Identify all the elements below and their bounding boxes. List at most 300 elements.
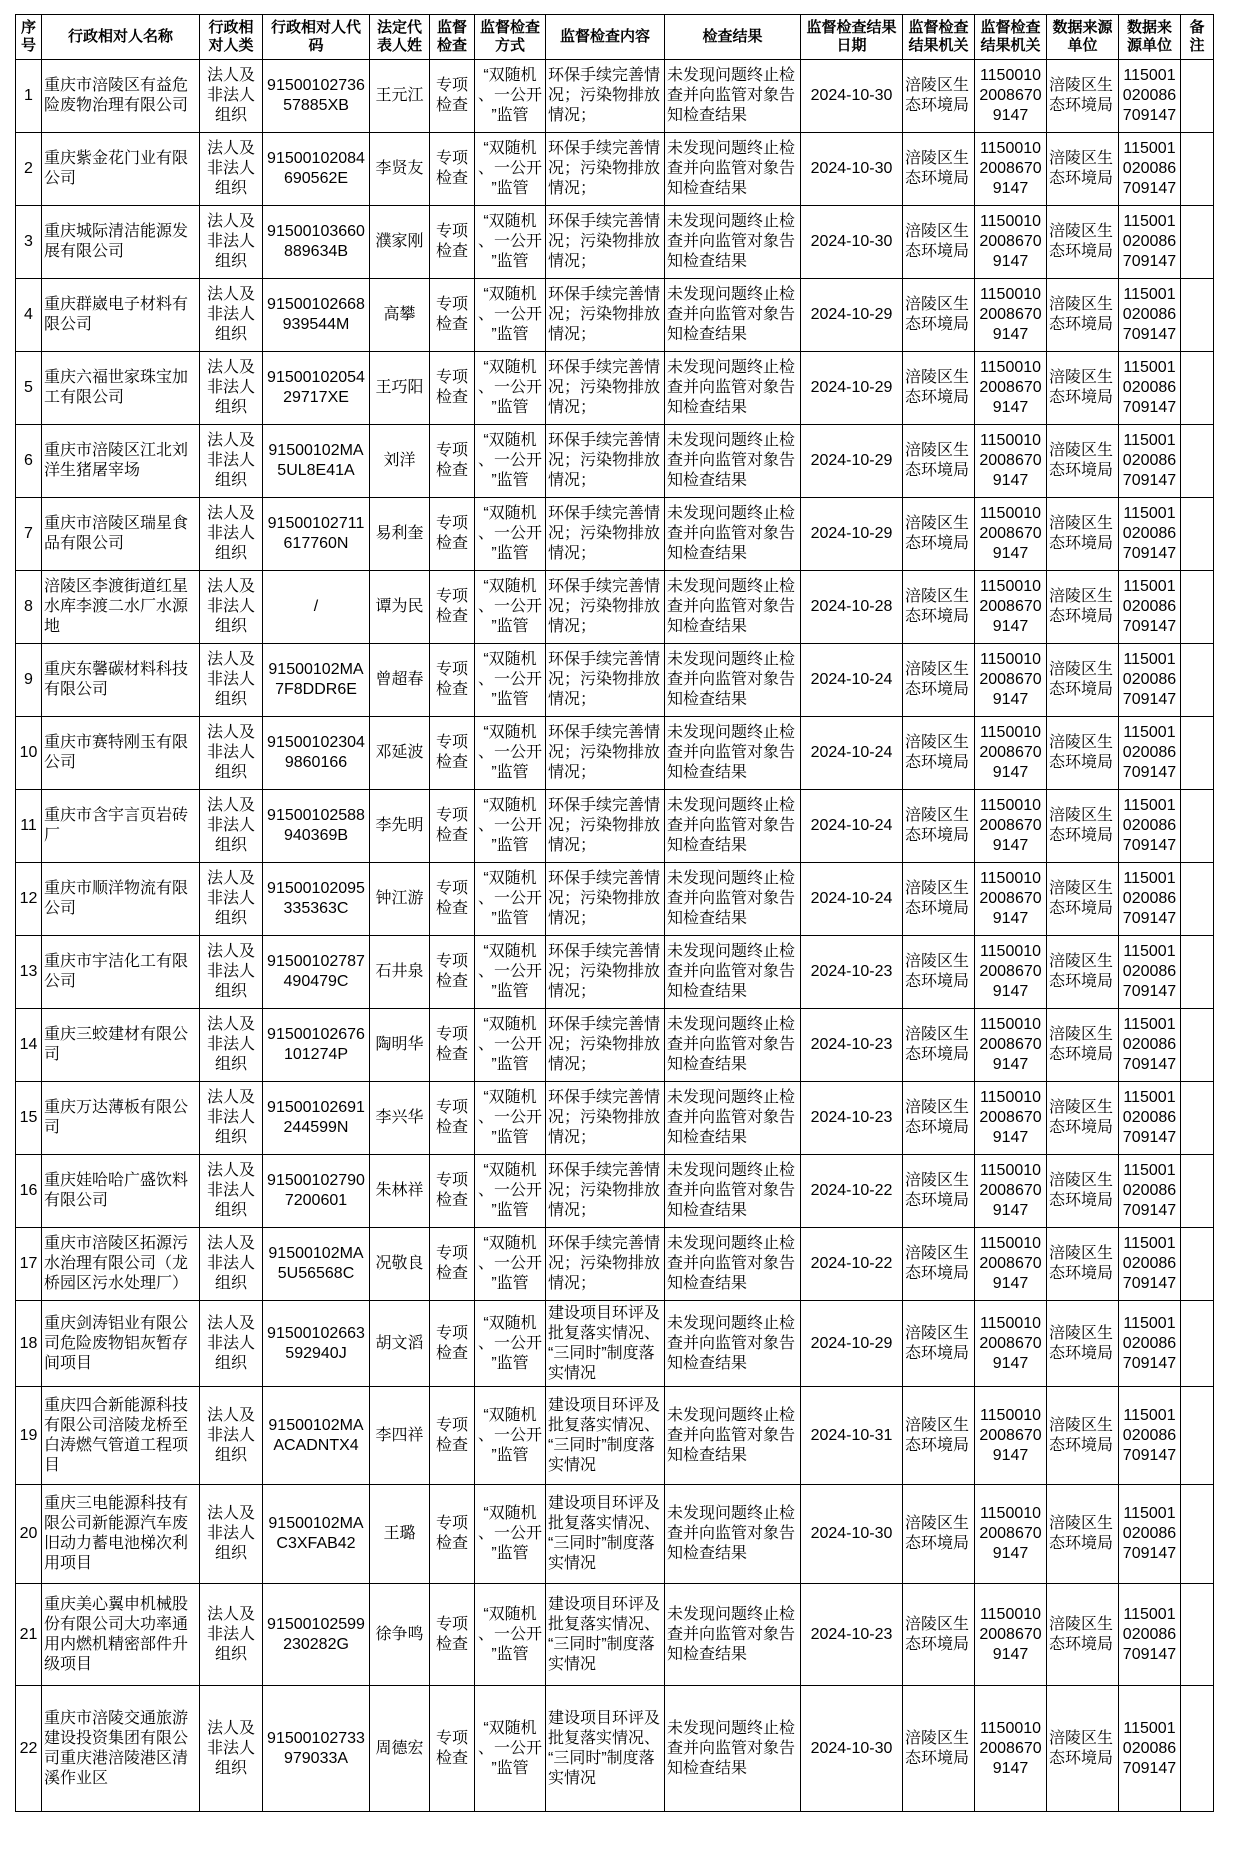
cell-name: 重庆紫金花门业有限公司 bbox=[42, 133, 200, 206]
cell-content: 环保手续完善情况；污染物排放情况； bbox=[546, 863, 665, 936]
cell-source: 涪陵区生态环境局 bbox=[1047, 1228, 1119, 1301]
cell-result: 未发现问题终止检查并向监管对象告知检查结果 bbox=[665, 717, 801, 790]
cell-no: 20 bbox=[16, 1485, 42, 1584]
cell-code: 9150010205429717XE bbox=[263, 352, 370, 425]
cell-agency-code: 115001020086709147 bbox=[975, 1485, 1047, 1584]
cell-method: “双随机、一公开”监管 bbox=[475, 1228, 546, 1301]
cell-rep: 邓延波 bbox=[370, 717, 430, 790]
cell-note bbox=[1181, 206, 1214, 279]
cell-date: 2024-10-30 bbox=[801, 1686, 903, 1812]
header-source-code: 数据来源单位 bbox=[1119, 15, 1181, 60]
cell-agency: 涪陵区生态环境局 bbox=[903, 1485, 975, 1584]
cell-no: 22 bbox=[16, 1686, 42, 1812]
cell-source-code: 115001020086709147 bbox=[1119, 425, 1181, 498]
cell-agency-code: 115001020086709147 bbox=[975, 863, 1047, 936]
cell-check: 专项检查 bbox=[430, 279, 475, 352]
cell-no: 16 bbox=[16, 1155, 42, 1228]
cell-code: 91500103660889634B bbox=[263, 206, 370, 279]
cell-no: 6 bbox=[16, 425, 42, 498]
cell-date: 2024-10-23 bbox=[801, 936, 903, 1009]
cell-source: 涪陵区生态环境局 bbox=[1047, 863, 1119, 936]
cell-code: 91500102668939544M bbox=[263, 279, 370, 352]
cell-content: 环保手续完善情况；污染物排放情况； bbox=[546, 790, 665, 863]
cell-agency: 涪陵区生态环境局 bbox=[903, 644, 975, 717]
cell-note bbox=[1181, 1485, 1214, 1584]
cell-name: 重庆剑涛铝业有限公司危险废物铝灰暂存间项目 bbox=[42, 1301, 200, 1387]
cell-agency-code: 115001020086709147 bbox=[975, 1686, 1047, 1812]
cell-code: 915001027907200601 bbox=[263, 1155, 370, 1228]
table-row bbox=[16, 60, 1214, 133]
cell-source: 涪陵区生态环境局 bbox=[1047, 1686, 1119, 1812]
cell-code: 91500102084690562E bbox=[263, 133, 370, 206]
cell-code: 91500102MA7F8DDR6E bbox=[263, 644, 370, 717]
header-agency: 监督检查结果机关 bbox=[903, 15, 975, 60]
cell-name: 重庆三电能源科技有限公司新能源汽车废旧动力蓄电池梯次利用项目 bbox=[42, 1485, 200, 1584]
table-row bbox=[16, 1155, 1214, 1228]
cell-source: 涪陵区生态环境局 bbox=[1047, 279, 1119, 352]
cell-source: 涪陵区生态环境局 bbox=[1047, 133, 1119, 206]
cell-no: 7 bbox=[16, 498, 42, 571]
cell-source: 涪陵区生态环境局 bbox=[1047, 498, 1119, 571]
cell-date: 2024-10-28 bbox=[801, 571, 903, 644]
cell-date: 2024-10-23 bbox=[801, 1009, 903, 1082]
cell-agency-code: 115001020086709147 bbox=[975, 571, 1047, 644]
cell-rep: 王巧阳 bbox=[370, 352, 430, 425]
cell-result: 未发现问题终止检查并向监管对象告知检查结果 bbox=[665, 498, 801, 571]
cell-type: 法人及非法人组织 bbox=[200, 644, 263, 717]
cell-date: 2024-10-24 bbox=[801, 863, 903, 936]
cell-method: “双随机、一公开”监管 bbox=[475, 133, 546, 206]
cell-method: “双随机、一公开”监管 bbox=[475, 1301, 546, 1387]
cell-rep: 刘洋 bbox=[370, 425, 430, 498]
cell-type: 法人及非法人组织 bbox=[200, 425, 263, 498]
cell-code: 91500102MA5U56568C bbox=[263, 1228, 370, 1301]
cell-check: 专项检查 bbox=[430, 133, 475, 206]
cell-check: 专项检查 bbox=[430, 644, 475, 717]
cell-date: 2024-10-24 bbox=[801, 717, 903, 790]
cell-date: 2024-10-29 bbox=[801, 352, 903, 425]
header-row bbox=[16, 15, 1214, 60]
header-code: 行政相对人代码 bbox=[263, 15, 370, 60]
cell-note bbox=[1181, 1584, 1214, 1686]
cell-check: 专项检查 bbox=[430, 1387, 475, 1485]
cell-no: 5 bbox=[16, 352, 42, 425]
cell-agency: 涪陵区生态环境局 bbox=[903, 425, 975, 498]
cell-content: 建设项目环评及批复落实情况、“三同时”制度落实情况 bbox=[546, 1584, 665, 1686]
cell-code: 91500102711617760N bbox=[263, 498, 370, 571]
cell-agency-code: 115001020086709147 bbox=[975, 1009, 1047, 1082]
cell-agency-code: 115001020086709147 bbox=[975, 498, 1047, 571]
cell-agency: 涪陵区生态环境局 bbox=[903, 1009, 975, 1082]
header-note: 备注 bbox=[1181, 15, 1214, 60]
cell-agency-code: 115001020086709147 bbox=[975, 1082, 1047, 1155]
table-row bbox=[16, 717, 1214, 790]
cell-agency-code: 115001020086709147 bbox=[975, 1301, 1047, 1387]
cell-date: 2024-10-30 bbox=[801, 133, 903, 206]
cell-check: 专项检查 bbox=[430, 425, 475, 498]
cell-name: 重庆市涪陵区江北刘洋生猪屠宰场 bbox=[42, 425, 200, 498]
cell-check: 专项检查 bbox=[430, 571, 475, 644]
header-result: 检查结果 bbox=[665, 15, 801, 60]
cell-agency: 涪陵区生态环境局 bbox=[903, 1387, 975, 1485]
cell-check: 专项检查 bbox=[430, 206, 475, 279]
cell-method: “双随机、一公开”监管 bbox=[475, 1387, 546, 1485]
cell-source: 涪陵区生态环境局 bbox=[1047, 936, 1119, 1009]
cell-content: 环保手续完善情况；污染物排放情况； bbox=[546, 60, 665, 133]
cell-rep: 易利奎 bbox=[370, 498, 430, 571]
cell-content: 环保手续完善情况；污染物排放情况； bbox=[546, 1228, 665, 1301]
table-row bbox=[16, 1301, 1214, 1387]
cell-source: 涪陵区生态环境局 bbox=[1047, 1155, 1119, 1228]
cell-method: “双随机、一公开”监管 bbox=[475, 352, 546, 425]
cell-agency: 涪陵区生态环境局 bbox=[903, 206, 975, 279]
cell-check: 专项检查 bbox=[430, 498, 475, 571]
cell-check: 专项检查 bbox=[430, 1009, 475, 1082]
cell-type: 法人及非法人组织 bbox=[200, 1228, 263, 1301]
cell-agency: 涪陵区生态环境局 bbox=[903, 1584, 975, 1686]
cell-check: 专项检查 bbox=[430, 1301, 475, 1387]
cell-name: 重庆市顺洋物流有限公司 bbox=[42, 863, 200, 936]
cell-source-code: 115001020086709147 bbox=[1119, 1301, 1181, 1387]
cell-type: 法人及非法人组织 bbox=[200, 863, 263, 936]
cell-code: 91500102599230282G bbox=[263, 1584, 370, 1686]
header-date: 监督检查结果日期 bbox=[801, 15, 903, 60]
cell-type: 法人及非法人组织 bbox=[200, 790, 263, 863]
cell-agency: 涪陵区生态环境局 bbox=[903, 790, 975, 863]
cell-rep: 钟江游 bbox=[370, 863, 430, 936]
cell-source: 涪陵区生态环境局 bbox=[1047, 717, 1119, 790]
cell-name: 重庆市赛特刚玉有限公司 bbox=[42, 717, 200, 790]
cell-source-code: 115001020086709147 bbox=[1119, 936, 1181, 1009]
cell-rep: 李先明 bbox=[370, 790, 430, 863]
cell-code: 91500102MAACADNTX4 bbox=[263, 1387, 370, 1485]
cell-name: 重庆群崴电子材料有限公司 bbox=[42, 279, 200, 352]
cell-agency-code: 115001020086709147 bbox=[975, 352, 1047, 425]
cell-type: 法人及非法人组织 bbox=[200, 936, 263, 1009]
table-header bbox=[16, 15, 1214, 60]
cell-rep: 况敬良 bbox=[370, 1228, 430, 1301]
cell-type: 法人及非法人组织 bbox=[200, 1301, 263, 1387]
table-row bbox=[16, 425, 1214, 498]
cell-method: “双随机、一公开”监管 bbox=[475, 1155, 546, 1228]
header-content: 监督检查内容 bbox=[546, 15, 665, 60]
cell-date: 2024-10-30 bbox=[801, 206, 903, 279]
cell-source-code: 115001020086709147 bbox=[1119, 1155, 1181, 1228]
cell-note bbox=[1181, 60, 1214, 133]
cell-name: 重庆娃哈哈广盛饮料有限公司 bbox=[42, 1155, 200, 1228]
cell-rep: 李兴华 bbox=[370, 1082, 430, 1155]
cell-note bbox=[1181, 1009, 1214, 1082]
cell-type: 法人及非法人组织 bbox=[200, 1155, 263, 1228]
cell-content: 环保手续完善情况；污染物排放情况； bbox=[546, 498, 665, 571]
cell-agency-code: 115001020086709147 bbox=[975, 1155, 1047, 1228]
cell-no: 15 bbox=[16, 1082, 42, 1155]
cell-result: 未发现问题终止检查并向监管对象告知检查结果 bbox=[665, 1584, 801, 1686]
cell-source-code: 115001020086709147 bbox=[1119, 1686, 1181, 1812]
inspection-table bbox=[15, 14, 1214, 1812]
cell-rep: 李贤友 bbox=[370, 133, 430, 206]
cell-result: 未发现问题终止检查并向监管对象告知检查结果 bbox=[665, 936, 801, 1009]
cell-agency: 涪陵区生态环境局 bbox=[903, 571, 975, 644]
cell-note bbox=[1181, 133, 1214, 206]
table-row bbox=[16, 1686, 1214, 1812]
cell-code: 91500102691244599N bbox=[263, 1082, 370, 1155]
cell-note bbox=[1181, 279, 1214, 352]
cell-note bbox=[1181, 498, 1214, 571]
cell-agency-code: 115001020086709147 bbox=[975, 936, 1047, 1009]
table-row bbox=[16, 1009, 1214, 1082]
cell-rep: 谭为民 bbox=[370, 571, 430, 644]
cell-code: 91500102733979033A bbox=[263, 1686, 370, 1812]
cell-name: 重庆六福世家珠宝加工有限公司 bbox=[42, 352, 200, 425]
cell-source-code: 115001020086709147 bbox=[1119, 1228, 1181, 1301]
cell-agency: 涪陵区生态环境局 bbox=[903, 60, 975, 133]
cell-note bbox=[1181, 717, 1214, 790]
cell-agency: 涪陵区生态环境局 bbox=[903, 498, 975, 571]
cell-method: “双随机、一公开”监管 bbox=[475, 644, 546, 717]
table-row bbox=[16, 936, 1214, 1009]
cell-agency: 涪陵区生态环境局 bbox=[903, 1686, 975, 1812]
cell-type: 法人及非法人组织 bbox=[200, 279, 263, 352]
cell-type: 法人及非法人组织 bbox=[200, 571, 263, 644]
cell-name: 重庆四合新能源科技有限公司涪陵龙桥至白涛燃气管道工程项目 bbox=[42, 1387, 200, 1485]
cell-agency-code: 115001020086709147 bbox=[975, 133, 1047, 206]
cell-method: “双随机、一公开”监管 bbox=[475, 206, 546, 279]
cell-date: 2024-10-29 bbox=[801, 498, 903, 571]
cell-type: 法人及非法人组织 bbox=[200, 60, 263, 133]
cell-source-code: 115001020086709147 bbox=[1119, 1009, 1181, 1082]
cell-name: 重庆市涪陵区瑞星食品有限公司 bbox=[42, 498, 200, 571]
cell-date: 2024-10-24 bbox=[801, 644, 903, 717]
cell-result: 未发现问题终止检查并向监管对象告知检查结果 bbox=[665, 1009, 801, 1082]
cell-note bbox=[1181, 644, 1214, 717]
header-rep: 法定代表人姓 bbox=[370, 15, 430, 60]
cell-source: 涪陵区生态环境局 bbox=[1047, 1009, 1119, 1082]
cell-agency-code: 115001020086709147 bbox=[975, 1387, 1047, 1485]
header-source: 数据来源单位 bbox=[1047, 15, 1119, 60]
cell-agency-code: 115001020086709147 bbox=[975, 790, 1047, 863]
cell-rep: 濮家刚 bbox=[370, 206, 430, 279]
cell-no: 21 bbox=[16, 1584, 42, 1686]
table-row bbox=[16, 571, 1214, 644]
cell-source: 涪陵区生态环境局 bbox=[1047, 1301, 1119, 1387]
cell-result: 未发现问题终止检查并向监管对象告知检查结果 bbox=[665, 279, 801, 352]
cell-source-code: 115001020086709147 bbox=[1119, 1584, 1181, 1686]
cell-rep: 石井泉 bbox=[370, 936, 430, 1009]
cell-no: 1 bbox=[16, 60, 42, 133]
cell-check: 专项检查 bbox=[430, 936, 475, 1009]
cell-agency: 涪陵区生态环境局 bbox=[903, 1155, 975, 1228]
cell-agency: 涪陵区生态环境局 bbox=[903, 352, 975, 425]
cell-content: 环保手续完善情况；污染物排放情况； bbox=[546, 1155, 665, 1228]
cell-date: 2024-10-29 bbox=[801, 279, 903, 352]
cell-note bbox=[1181, 790, 1214, 863]
cell-type: 法人及非法人组织 bbox=[200, 1009, 263, 1082]
cell-result: 未发现问题终止检查并向监管对象告知检查结果 bbox=[665, 1301, 801, 1387]
cell-name: 重庆市涪陵区有益危险废物治理有限公司 bbox=[42, 60, 200, 133]
cell-agency-code: 115001020086709147 bbox=[975, 206, 1047, 279]
cell-content: 建设项目环评及批复落实情况、“三同时”制度落实情况 bbox=[546, 1686, 665, 1812]
cell-content: 环保手续完善情况；污染物排放情况； bbox=[546, 352, 665, 425]
cell-result: 未发现问题终止检查并向监管对象告知检查结果 bbox=[665, 60, 801, 133]
cell-check: 专项检查 bbox=[430, 1228, 475, 1301]
cell-no: 19 bbox=[16, 1387, 42, 1485]
cell-name: 重庆市涪陵区拓源污水治理有限公司（龙桥园区污水处理厂） bbox=[42, 1228, 200, 1301]
cell-name: 重庆东馨碳材料科技有限公司 bbox=[42, 644, 200, 717]
cell-source-code: 115001020086709147 bbox=[1119, 1082, 1181, 1155]
cell-result: 未发现问题终止检查并向监管对象告知检查结果 bbox=[665, 644, 801, 717]
header-no: 序号 bbox=[16, 15, 42, 60]
cell-method: “双随机、一公开”监管 bbox=[475, 936, 546, 1009]
cell-content: 环保手续完善情况；污染物排放情况； bbox=[546, 936, 665, 1009]
cell-result: 未发现问题终止检查并向监管对象告知检查结果 bbox=[665, 133, 801, 206]
cell-agency: 涪陵区生态环境局 bbox=[903, 1301, 975, 1387]
cell-rep: 陶明华 bbox=[370, 1009, 430, 1082]
cell-result: 未发现问题终止检查并向监管对象告知检查结果 bbox=[665, 1387, 801, 1485]
cell-content: 环保手续完善情况；污染物排放情况； bbox=[546, 279, 665, 352]
cell-content: 环保手续完善情况；污染物排放情况； bbox=[546, 133, 665, 206]
cell-method: “双随机、一公开”监管 bbox=[475, 279, 546, 352]
cell-source-code: 115001020086709147 bbox=[1119, 1485, 1181, 1584]
cell-source-code: 115001020086709147 bbox=[1119, 498, 1181, 571]
cell-content: 环保手续完善情况；污染物排放情况； bbox=[546, 717, 665, 790]
cell-source-code: 115001020086709147 bbox=[1119, 790, 1181, 863]
cell-type: 法人及非法人组织 bbox=[200, 1686, 263, 1812]
cell-code: 91500102095335363C bbox=[263, 863, 370, 936]
cell-result: 未发现问题终止检查并向监管对象告知检查结果 bbox=[665, 1485, 801, 1584]
cell-note bbox=[1181, 1155, 1214, 1228]
cell-code: 91500102663592940J bbox=[263, 1301, 370, 1387]
table-body bbox=[16, 60, 1214, 1812]
cell-result: 未发现问题终止检查并向监管对象告知检查结果 bbox=[665, 206, 801, 279]
cell-no: 8 bbox=[16, 571, 42, 644]
cell-source: 涪陵区生态环境局 bbox=[1047, 425, 1119, 498]
cell-type: 法人及非法人组织 bbox=[200, 133, 263, 206]
cell-content: 建设项目环评及批复落实情况、“三同时”制度落实情况 bbox=[546, 1387, 665, 1485]
table-row bbox=[16, 863, 1214, 936]
cell-agency-code: 115001020086709147 bbox=[975, 60, 1047, 133]
cell-source-code: 115001020086709147 bbox=[1119, 206, 1181, 279]
cell-name: 重庆三蛟建材有限公司 bbox=[42, 1009, 200, 1082]
cell-rep: 周德宏 bbox=[370, 1686, 430, 1812]
cell-content: 环保手续完善情况；污染物排放情况； bbox=[546, 571, 665, 644]
cell-result: 未发现问题终止检查并向监管对象告知检查结果 bbox=[665, 1155, 801, 1228]
table-row bbox=[16, 352, 1214, 425]
cell-agency-code: 115001020086709147 bbox=[975, 1584, 1047, 1686]
cell-method: “双随机、一公开”监管 bbox=[475, 1009, 546, 1082]
cell-name: 重庆市含宇言页岩砖厂 bbox=[42, 790, 200, 863]
cell-type: 法人及非法人组织 bbox=[200, 1082, 263, 1155]
cell-source: 涪陵区生态环境局 bbox=[1047, 790, 1119, 863]
cell-result: 未发现问题终止检查并向监管对象告知检查结果 bbox=[665, 1228, 801, 1301]
cell-source-code: 115001020086709147 bbox=[1119, 60, 1181, 133]
cell-method: “双随机、一公开”监管 bbox=[475, 717, 546, 790]
cell-code: 915001023049860166 bbox=[263, 717, 370, 790]
cell-no: 11 bbox=[16, 790, 42, 863]
cell-date: 2024-10-31 bbox=[801, 1387, 903, 1485]
cell-note bbox=[1181, 425, 1214, 498]
cell-type: 法人及非法人组织 bbox=[200, 498, 263, 571]
cell-name: 重庆万达薄板有限公司 bbox=[42, 1082, 200, 1155]
cell-agency: 涪陵区生态环境局 bbox=[903, 717, 975, 790]
cell-no: 13 bbox=[16, 936, 42, 1009]
cell-rep: 曾超春 bbox=[370, 644, 430, 717]
cell-source: 涪陵区生态环境局 bbox=[1047, 1082, 1119, 1155]
cell-content: 环保手续完善情况；污染物排放情况； bbox=[546, 206, 665, 279]
header-type: 行政相对人类 bbox=[200, 15, 263, 60]
cell-agency-code: 115001020086709147 bbox=[975, 1228, 1047, 1301]
cell-note bbox=[1181, 936, 1214, 1009]
cell-method: “双随机、一公开”监管 bbox=[475, 60, 546, 133]
cell-source: 涪陵区生态环境局 bbox=[1047, 352, 1119, 425]
cell-content: 环保手续完善情况；污染物排放情况； bbox=[546, 644, 665, 717]
cell-source: 涪陵区生态环境局 bbox=[1047, 206, 1119, 279]
cell-check: 专项检查 bbox=[430, 352, 475, 425]
cell-method: “双随机、一公开”监管 bbox=[475, 1686, 546, 1812]
cell-date: 2024-10-23 bbox=[801, 1082, 903, 1155]
cell-code: / bbox=[263, 571, 370, 644]
cell-result: 未发现问题终止检查并向监管对象告知检查结果 bbox=[665, 1686, 801, 1812]
cell-no: 17 bbox=[16, 1228, 42, 1301]
cell-note bbox=[1181, 1686, 1214, 1812]
cell-source: 涪陵区生态环境局 bbox=[1047, 60, 1119, 133]
cell-no: 4 bbox=[16, 279, 42, 352]
header-agency-code: 监督检查结果机关 bbox=[975, 15, 1047, 60]
table-row bbox=[16, 644, 1214, 717]
cell-agency: 涪陵区生态环境局 bbox=[903, 279, 975, 352]
cell-source-code: 115001020086709147 bbox=[1119, 352, 1181, 425]
cell-result: 未发现问题终止检查并向监管对象告知检查结果 bbox=[665, 425, 801, 498]
cell-result: 未发现问题终止检查并向监管对象告知检查结果 bbox=[665, 790, 801, 863]
cell-name: 重庆美心翼申机械股份有限公司大功率通用内燃机精密部件升级项目 bbox=[42, 1584, 200, 1686]
cell-agency-code: 115001020086709147 bbox=[975, 425, 1047, 498]
cell-name: 重庆市涪陵交通旅游建设投资集团有限公司重庆港涪陵港区清溪作业区 bbox=[42, 1686, 200, 1812]
cell-content: 建设项目环评及批复落实情况、“三同时”制度落实情况 bbox=[546, 1485, 665, 1584]
cell-check: 专项检查 bbox=[430, 1485, 475, 1584]
cell-source-code: 115001020086709147 bbox=[1119, 133, 1181, 206]
table-row bbox=[16, 1082, 1214, 1155]
cell-name: 涪陵区李渡街道红星水库李渡二水厂水源地 bbox=[42, 571, 200, 644]
cell-check: 专项检查 bbox=[430, 60, 475, 133]
cell-code: 91500102787490479C bbox=[263, 936, 370, 1009]
cell-date: 2024-10-22 bbox=[801, 1228, 903, 1301]
cell-method: “双随机、一公开”监管 bbox=[475, 863, 546, 936]
cell-source: 涪陵区生态环境局 bbox=[1047, 1387, 1119, 1485]
cell-agency: 涪陵区生态环境局 bbox=[903, 863, 975, 936]
cell-check: 专项检查 bbox=[430, 1082, 475, 1155]
table-row bbox=[16, 498, 1214, 571]
table-row bbox=[16, 790, 1214, 863]
cell-agency: 涪陵区生态环境局 bbox=[903, 133, 975, 206]
cell-method: “双随机、一公开”监管 bbox=[475, 1485, 546, 1584]
header-name: 行政相对人名称 bbox=[42, 15, 200, 60]
cell-date: 2024-10-23 bbox=[801, 1584, 903, 1686]
cell-date: 2024-10-29 bbox=[801, 425, 903, 498]
cell-agency: 涪陵区生态环境局 bbox=[903, 1228, 975, 1301]
cell-rep: 王元江 bbox=[370, 60, 430, 133]
cell-rep: 胡文滔 bbox=[370, 1301, 430, 1387]
cell-rep: 徐争鸣 bbox=[370, 1584, 430, 1686]
cell-name: 重庆市宇洁化工有限公司 bbox=[42, 936, 200, 1009]
cell-code: 91500102676101274P bbox=[263, 1009, 370, 1082]
cell-source-code: 115001020086709147 bbox=[1119, 1387, 1181, 1485]
cell-code: 91500102MA5UL8E41A bbox=[263, 425, 370, 498]
cell-source-code: 115001020086709147 bbox=[1119, 717, 1181, 790]
cell-note bbox=[1181, 1387, 1214, 1485]
cell-check: 专项检查 bbox=[430, 1584, 475, 1686]
cell-method: “双随机、一公开”监管 bbox=[475, 790, 546, 863]
cell-no: 3 bbox=[16, 206, 42, 279]
